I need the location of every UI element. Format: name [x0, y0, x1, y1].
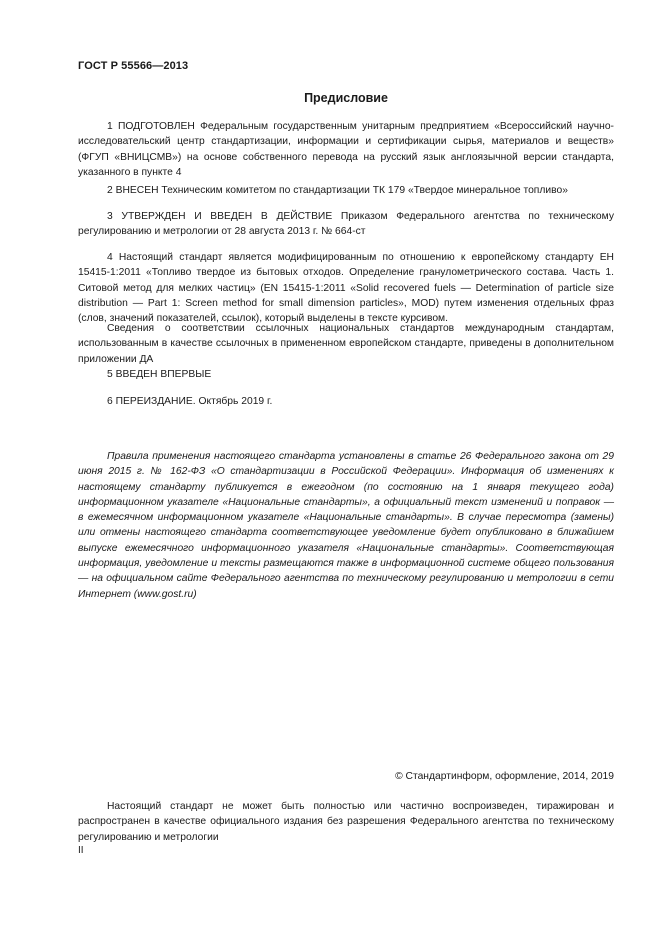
preface-item-3: 3 УТВЕРЖДЕН И ВВЕДЕН В ДЕЙСТВИЕ Приказом Федерального агентства по техническому регулированию и метрологии от 28 августа 2013 г. № 664-ст — [78, 211, 614, 238]
preface-item-2: 2 ВНЕСЕН Техническим комитетом по стандартизации ТК 179 «Твердое минеральное топливо» — [107, 185, 568, 196]
page-title: Предисловие — [304, 91, 388, 105]
copyright-line: © Стандартинформ, оформление, 2014, 2019 — [395, 771, 614, 782]
preface-item-4-references: Сведения о соответствии ссылочных национальных стандартов международным стандартам, использованным в качестве ссылочных в примененном европейском стандарте, приведены в дополнительном приложении ДА — [78, 323, 614, 365]
preface-item-1: 1 ПОДГОТОВЛЕН Федеральным государственным унитарным предприятием «Всероссийский научно-исследовательский центр стандартизации, информации и сертификации сырья, материалов и веществ» (ФГУП «ВНИЦСМВ») на основе собственного перевода на русский язык англоязычной версии стандарта, указанного в пункте 4 — [78, 121, 614, 178]
application-rules-notice: Правила применения настоящего стандарта установлены в статье 26 Федерального закона от 29 июня 2015 г. № 162-ФЗ «О стандартизации в Российской Федерации». Информация об изменениях к настоящему стандарту публикуется в ежегодном (по состоянию на 1 января текущего года) информационном указателе «Национальные стандарты», а официальный текст изменений и поправок — в ежемесячном информационном указателе «Национальные стандарты». В случае пересмотра (замены) или отмены настоящего стандарта соответствующее уведомление будет опубликовано в ближайшем выпуске ежемесячного информационного указателя «Национальные стандарты». Соответствующая информация, уведомление и тексты размещаются также в информационной системе общего пользования — на официальном сайте Федерального агентства по техническому регулированию и метрологии в сети Интернет (www.gost.ru) — [78, 451, 614, 600]
preface-item-6: 6 ПЕРЕИЗДАНИЕ. Октябрь 2019 г. — [107, 396, 273, 407]
standard-code: ГОСТ Р 55566—2013 — [78, 60, 189, 72]
preface-item-5: 5 ВВЕДЕН ВПЕРВЫЕ — [107, 369, 212, 380]
page-number: II — [78, 845, 84, 856]
preface-item-4: 4 Настоящий стандарт является модифицированным по отношению к европейскому стандарту ЕН 15415-1:2011 «Топливо твердое из бытовых отходов. Определение гранулометрического состава. Часть 1. Ситовой метод для мелких частиц» (EN 15415-1:2011 «Solid recovered fuels — Determination of particle size distribution — Part 1: Screen method for small dimension particles», MOD) путем изменения отдельных фраз (слов, значений показателей, ссылок), который выделены в тексте курсивом. — [78, 252, 614, 325]
reproduction-notice: Настоящий стандарт не может быть полностью или частично воспроизведен, тиражирован и распространен в качестве официального издания без разрешения Федерального агентства по техническому регулированию и метрологии — [78, 801, 614, 843]
